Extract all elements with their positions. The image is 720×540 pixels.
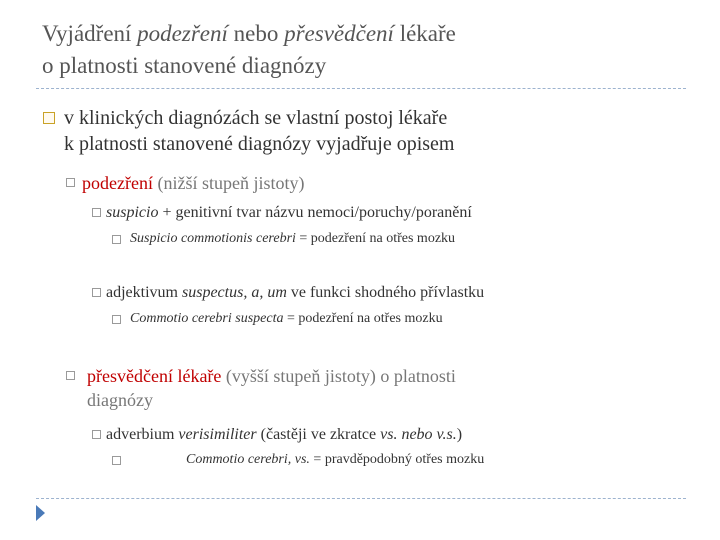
bullet-1 xyxy=(64,105,454,157)
keyword-presvedceni: přesvědčení lékaře xyxy=(87,366,222,386)
example-translation: = podezření na otřes mozku xyxy=(295,231,456,246)
term-verisimiliter: verisimiliter xyxy=(178,426,257,443)
example-latin: Commotio cerebri, vs. xyxy=(186,452,310,467)
sub-bullet-2-line-1 xyxy=(87,364,456,388)
square-bullet-icon xyxy=(112,235,121,244)
item-text: ) xyxy=(456,426,463,443)
item-text: adverbium xyxy=(106,426,179,443)
item-text: ve funkci shodného přívlastku xyxy=(286,284,485,301)
example-verisimiliter xyxy=(186,450,484,470)
title-line-2: o platnosti stanovené diagnózy xyxy=(42,53,327,78)
square-bullet-icon xyxy=(92,208,101,217)
term-abbreviation: vs. nebo v.s. xyxy=(380,426,457,443)
square-bullet-icon xyxy=(92,430,101,439)
example-translation: = pravděpodobný otřes mozku xyxy=(309,452,485,467)
sub-bullet-2-line-2: diagnózy xyxy=(87,390,153,410)
square-bullet-icon xyxy=(112,456,121,465)
bottom-divider xyxy=(36,498,686,499)
square-bullet-icon xyxy=(43,112,55,124)
square-bullet-icon xyxy=(66,178,75,187)
example-translation: = podezření na otřes mozku xyxy=(283,311,443,326)
square-bullet-icon xyxy=(66,371,75,380)
title-text: lékaře xyxy=(393,21,456,46)
item-text: (častěji ve zkratce xyxy=(256,426,381,443)
item-text: adjektivum xyxy=(106,284,182,301)
title-text: nebo xyxy=(227,21,285,46)
item-suspicio xyxy=(106,202,472,224)
keyword-podezreni: podezření xyxy=(82,173,153,193)
slide-title xyxy=(42,18,682,82)
square-bullet-icon xyxy=(112,315,121,324)
example-latin: Suspicio commotionis cerebri xyxy=(130,231,296,246)
bullet-1-line-2: k platnosti stanovené diagnózy vyjadřuje opisem xyxy=(64,133,455,155)
title-line-1 xyxy=(42,18,682,50)
sub-bullet-presvedceni xyxy=(87,364,456,412)
item-text: + genitivní tvar názvu nemoci/poruchy/poranění xyxy=(158,204,472,221)
next-arrow-icon[interactable] xyxy=(36,505,45,521)
example-suspecta xyxy=(130,309,443,329)
title-italic-presvedceni: přesvědčení xyxy=(284,21,394,46)
term-suspectus: suspectus, a, um xyxy=(181,284,287,301)
title-text: Vyjádření xyxy=(42,21,138,46)
item-suspectus xyxy=(106,282,484,304)
example-suspicio xyxy=(130,229,455,249)
bullet-1-line-1: v klinických diagnózách se vlastní postoj lékaře xyxy=(64,107,448,129)
top-divider xyxy=(36,88,686,89)
example-latin: Commotio cerebri suspecta xyxy=(130,311,284,326)
title-italic-podezreni: podezření xyxy=(137,21,228,46)
term-suspicio: suspicio xyxy=(106,204,159,221)
square-bullet-icon xyxy=(92,288,101,297)
sub-bullet-podezreni xyxy=(82,171,304,195)
sub-bullet-text: (nižší stupeň jistoty) xyxy=(152,173,305,193)
sub-bullet-text: (vyšší stupeň jistoty) o platnosti xyxy=(221,366,456,386)
item-verisimiliter xyxy=(106,424,462,446)
